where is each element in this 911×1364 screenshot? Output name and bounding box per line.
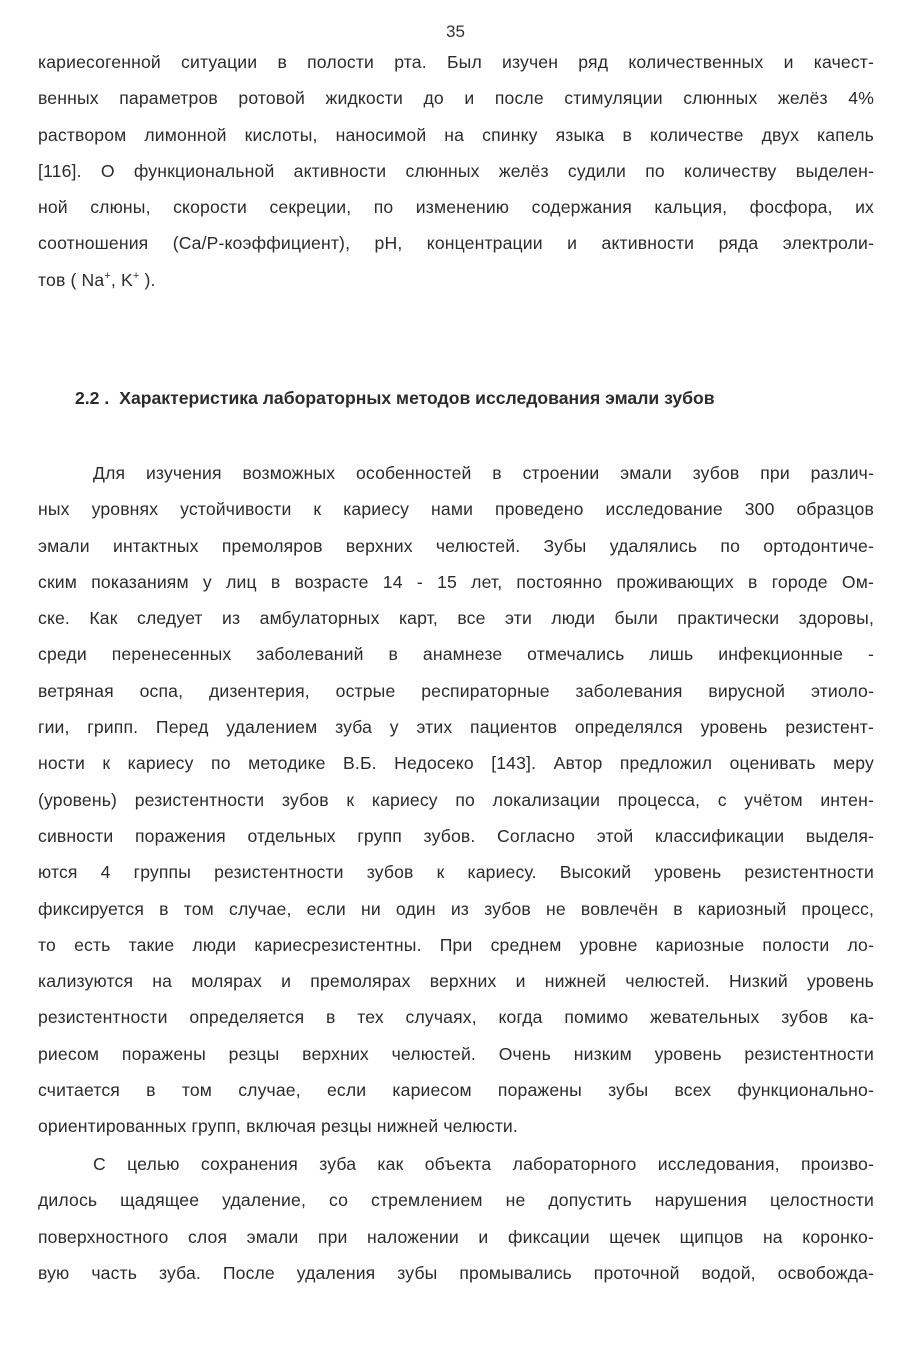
paragraph-2-line: ским показаниям у лиц в возрасте 14 - 15 лет, постоянно проживающих в городе Ом- [38,571,874,592]
paragraph-2 [38,455,874,1145]
section-heading [75,384,875,412]
paragraph-2-line: ске. Как следует из амбулаторных карт, все эти люди были практически здоровы, [38,608,874,629]
section-number: 2.2 . [75,388,110,408]
potassium-charge: + [132,269,140,282]
paragraph-3-line: поверхностного слоя эмали при наложении и фиксации щечек щипцов на коронко- [38,1226,874,1247]
paragraph-2-line: среди перенесенных заболеваний в анамнезе отмечались лишь инфекционные - [38,644,874,665]
page-number: 35 [446,22,465,41]
electrolytes-mid: , K [110,269,133,290]
paragraph-1-line: кариесогенной ситуации в полости рта. Был изучен ряд количественных и качест- [38,52,874,72]
paragraph-2-line: риесом поражены резцы верхних челюстей. Очень низким уровень резистентности [38,1043,874,1064]
paragraph-2-line: кализуются на молярах и премолярах верхних и нижней челюстей. Низкий уровень [38,971,874,992]
electrolytes-prefix: тов ( Na [38,269,105,290]
paragraph-2-line: фиксируется в том случае, если ни один из зубов не вовлечён в кариозный процесс, [38,898,874,919]
paragraph-2-line: Для изучения возможных особенностей в строении эмали зубов при различ- [93,463,874,483]
paragraph-3-line: вую часть зуба. После удаления зубы промывались проточной водой, освобожда- [38,1262,874,1283]
sodium-charge: + [104,269,111,282]
paragraph-1-line: венных параметров ротовой жидкости до и после стимуляции слюнных желёз 4% [38,88,874,109]
paragraph-1-line: раствором лимонной кислоты, наносимой на спинку языка в количестве двух капель [38,124,874,145]
electrolytes-suffix: ). [139,269,156,290]
paragraph-2-line: эмали интактных премоляров верхних челюстей. Зубы удалялись по ортодонтиче- [38,535,874,556]
paragraph-1 [38,44,874,298]
paragraph-3-line: С целью сохранения зуба как объекта лабораторного исследования, произво- [93,1154,874,1174]
paragraph-2-line: ности к кариесу по методике В.Б. Недосеко [143]. Автор предложил оценивать меру [38,753,874,774]
paragraph-2-line: гии, грипп. Перед удалением зуба у этих пациентов определялся уровень резистент- [38,717,874,738]
paragraph-1-last-line [38,262,874,298]
paragraph-2-line: ных уровнях устойчивости к кариесу нами проведено исследование 300 образцов [38,499,874,520]
paragraph-3 [38,1146,874,1291]
paragraph-2-line: сивности поражения отдельных групп зубов. Согласно этой классификации выделя- [38,825,874,846]
paragraph-2-line: (уровень) резистентности зубов к кариесу по локализации процесса, с учётом интен- [38,789,874,810]
paragraph-2-line: ориентированных групп, включая резцы нижней челюсти. [38,1116,518,1137]
paragraph-3-line: дилось щадящее удаление, со стремлением не допустить нарушения целостности [38,1190,874,1211]
paragraph-2-line: считается в том случае, если кариесом поражены зубы всех функционально- [38,1080,874,1101]
paragraph-2-line: резистентности определяется в тех случаях, когда помимо жевательных зубов ка- [38,1007,874,1028]
paragraph-1-line: [116]. О функциональной активности слюнных желёз судили по количеству выделен- [38,160,874,181]
section-title: Характеристика лабораторных методов исследования эмали зубов [119,388,715,408]
paragraph-1-line: соотношения (Ca/P-коэффициент), pH, концентрации и активности ряда электроли- [38,233,874,254]
paragraph-1-line: ной слюны, скорости секреции, по изменению содержания кальция, фосфора, их [38,197,874,218]
paragraph-2-line: ветряная оспа, дизентерия, острые респираторные заболевания вирусной этиоло- [38,680,874,701]
paragraph-2-line: ются 4 группы резистентности зубов к кариесу. Высокий уровень резистентности [38,862,874,883]
paragraph-2-line: то есть такие люди кариесрезистентны. При среднем уровне кариозные полости ло- [38,934,874,955]
